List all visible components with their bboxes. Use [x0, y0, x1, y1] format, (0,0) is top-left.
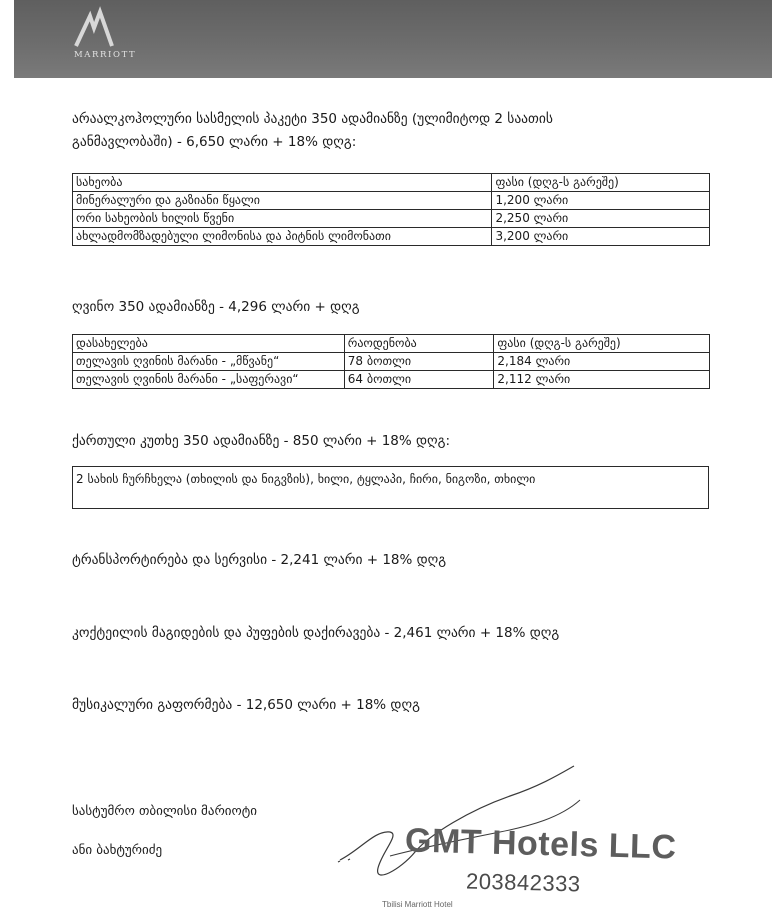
table-cell: ორი სახეობის ხილის წვენი: [73, 210, 492, 228]
stamp-title: GMT Hotels LLC: [404, 821, 677, 867]
table-cell: 3,200 ლარი: [492, 228, 710, 246]
table-header-cell: ფასი (დღგ-ს გარეშე): [492, 174, 710, 192]
marriott-logo-icon: [70, 6, 118, 50]
georgian-corner-content: 2 სახის ჩურჩხელა (თხილის და ნიგვზის), ხილი, ტყლაპი, ჩირი, ნიგოზი, თხილი: [76, 472, 536, 486]
drinks-title-line1: არაალკოჰოლური სასმელის პაკეტი 350 ადამიანზე (ულიმიტოდ 2 საათის: [72, 111, 553, 127]
table-row: [73, 192, 710, 210]
signature-person: ანი ბახტურიძე: [72, 843, 163, 858]
table-cell: მინერალური და გაზიანი წყალი: [73, 192, 492, 210]
table-cell: 2,250 ლარი: [492, 210, 710, 228]
table-row: [73, 353, 710, 371]
georgian-corner-title: ქართული კუთხე 350 ადამიანზე - 850 ლარი + 18% დღგ:: [72, 433, 451, 449]
table-header-cell: ფასი (დღგ-ს გარეშე): [494, 335, 710, 353]
georgian-corner-box: [72, 466, 709, 509]
table-cell: 2,184 ლარი: [494, 353, 710, 371]
table-cell: 78 ბოთლი: [344, 353, 494, 371]
table-row: [73, 210, 710, 228]
table-cell: 1,200 ლარი: [492, 192, 710, 210]
transport-line: ტრანსპორტირება და სერვისი - 2,241 ლარი + 18% დღგ: [72, 552, 447, 568]
table-cell: 2,112 ლარი: [494, 371, 710, 389]
stamp-small-text: Tbilisi Marriott Hotel: [382, 900, 453, 909]
signature-org: სასტუმრო თბილისი მარიოტი: [72, 804, 257, 819]
wine-title: ღვინო 350 ადამიანზე - 4,296 ლარი + დღგ: [72, 299, 360, 315]
table-row: [73, 228, 710, 246]
table-header-cell: რაოდენობა: [344, 335, 494, 353]
table-header-row: [73, 174, 710, 192]
table-header-row: [73, 335, 710, 353]
table-row: [73, 371, 710, 389]
cocktail-line: კოქტეილის მაგიდების და პუფების დაქირავება - 2,461 ლარი + 18% დღგ: [72, 625, 560, 641]
table-cell: 64 ბოთლი: [344, 371, 494, 389]
header-band: [14, 0, 772, 78]
stamp-number: 203842333: [465, 868, 581, 897]
music-line: მუსიკალური გაფორმება - 12,650 ლარი + 18% დღგ: [72, 697, 420, 713]
wine-table: [72, 334, 710, 389]
drinks-title-line2: განმავლობაში) - 6,650 ლარი + 18% დღგ:: [72, 134, 357, 150]
drinks-table: [72, 173, 710, 246]
table-header-cell: დასახელება: [73, 335, 345, 353]
brand-name: MARRIOTT: [74, 50, 137, 60]
table-cell: ახლადმომზადებული ლიმონისა და პიტნის ლიმონათი: [73, 228, 492, 246]
table-header-cell: სახეობა: [73, 174, 492, 192]
table-cell: თელავის ღვინის მარანი - „საფერავი“: [73, 371, 345, 389]
table-cell: თელავის ღვინის მარანი - „მწვანე“: [73, 353, 345, 371]
